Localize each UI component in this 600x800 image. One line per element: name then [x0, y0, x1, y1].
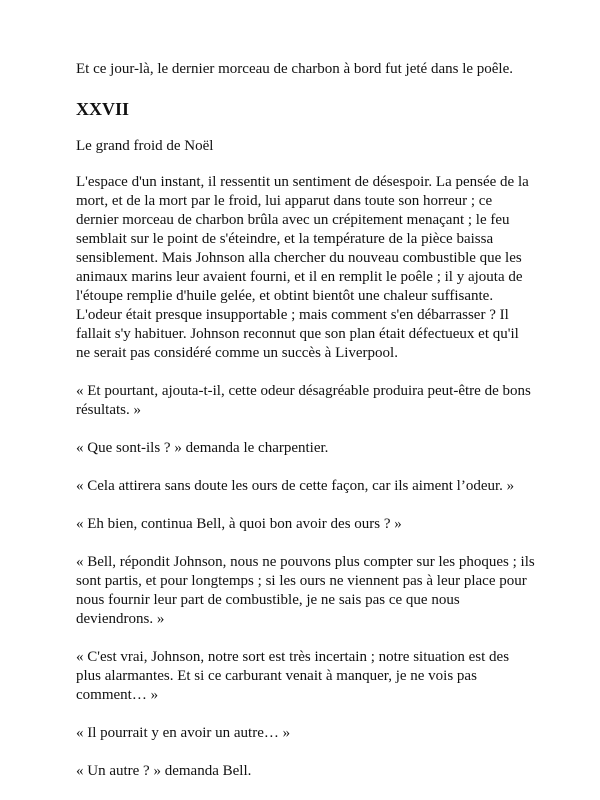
- paragraph: « Que sont-ils ? » demanda le charpentier.: [76, 440, 329, 456]
- paragraph: « Eh bien, continua Bell, à quoi bon avoir des ours ? »: [76, 516, 402, 532]
- paragraph: L'espace d'un instant, il ressentit un sentiment de désespoir. La pensée de la mort, et de la mort par le froid, lui apparut dans toute son horreur ; ce dernier morceau de charbon brûla avec un crépitement menaçant ; le feu semblait sur le point de s'éteindre, et la température de la pièce baissa sensiblement. Mais Johnson alla chercher du nouveau combustible que les animaux marins leur avaient fourni, et il en remplit le poêle ; il y ajouta de l'étoupe remplie d'huile gelée, et obtint bientôt une chaleur suffisante. L'odeur était presque insupportable ; mais comment s'en débarrasser ? Il fallait s'y habituer. Johnson reconnut que son plan était défectueux et qu'il ne serait pas considéré comme un succès à Liverpool.: [76, 174, 529, 361]
- chapter-number: XXVII: [76, 99, 130, 119]
- paragraph: « Et pourtant, ajouta-t-il, cette odeur désagréable produira peut-être de bons résultats. »: [76, 383, 531, 418]
- paragraph: « C'est vrai, Johnson, notre sort est très incertain ; notre situation est des plus alarmantes. Et si ce carburant venait à manquer, je ne vois pas comment… »: [76, 649, 510, 703]
- chapter-title: Le grand froid de Noël: [76, 138, 214, 154]
- paragraph: « Un autre ? » demanda Bell.: [76, 763, 252, 779]
- paragraph: « Bell, répondit Johnson, nous ne pouvons plus compter sur les phoques ; ils sont partis, et pour longtemps ; si les ours ne viennent pas à leur place pour nous fournir leur part de combustible, je ne sais pas ce que nous deviendrons. »: [76, 554, 535, 627]
- document-page: [76, 60, 536, 800]
- paragraph: « Il pourrait y en avoir un autre… »: [76, 725, 291, 741]
- opening-line: Et ce jour-là, le dernier morceau de charbon à bord fut jeté dans le poêle.: [76, 61, 513, 77]
- paragraph: « Cela attirera sans doute les ours de cette façon, car ils aiment l’odeur. »: [76, 478, 515, 494]
